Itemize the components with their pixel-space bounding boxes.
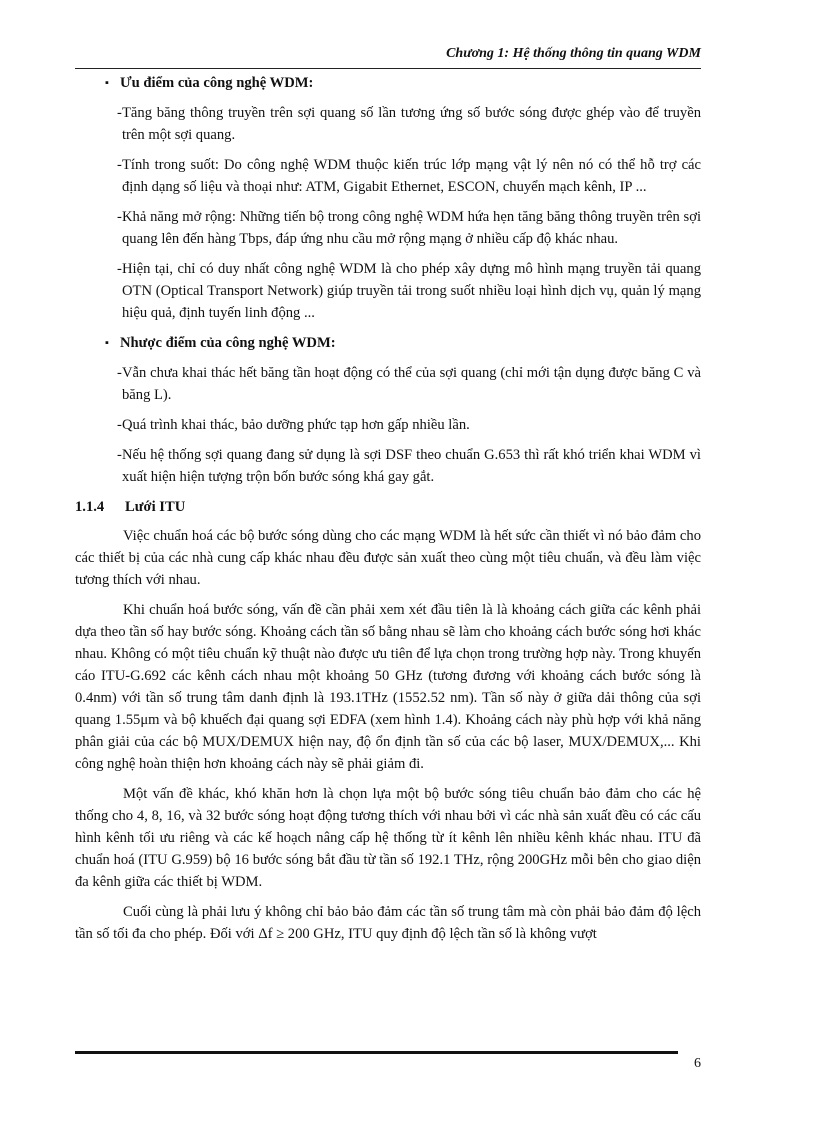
paragraph: Một vấn đề khác, khó khăn hơn là chọn lựa một bộ bước sóng tiêu chuẩn bảo đảm cho các hệ thống cho 4, 8, 16, và 32 bước sóng hoạt động tương thích với nhau bởi vì các nhà sản xuất đều có các cấu hình kênh tối ưu riêng và các kế hoạch nâng cấp hệ thống từ ít kênh lên nhiều kênh khác nhau. ITU đã chuẩn hoá (ITU G.959) bộ 16 bước sóng bắt đầu từ tần số 192.1 THz, rộng 200GHz mỗi bên cho giao diện đa kênh giữa các thiết bị WDM. (75, 786, 701, 890)
page-body (75, 72, 701, 953)
advantages-heading: ▪ Ưu điểm của công nghệ WDM: (75, 72, 701, 94)
dash-icon: - (117, 105, 122, 121)
section-number: 1.1.4 (75, 499, 105, 515)
advantage-item: - Khả năng mở rộng: Những tiến bộ trong công nghệ WDM hứa hẹn tăng băng thông truyền trên sợi quang lên đến hàng Tbps, đáp ứng nhu cầu mở rộng mạng ở nhiều cấp độ khác nhau. (75, 206, 701, 250)
section-title: Lưới ITU (125, 499, 186, 515)
disadvantage-item: - Quá trình khai thác, bảo dưỡng phức tạp hơn gấp nhiều lần. (75, 414, 701, 436)
square-bullet-icon: ▪ (105, 337, 109, 349)
footer-divider (75, 1051, 678, 1054)
disadvantage-item: - Nếu hệ thống sợi quang đang sử dụng là sợi DSF theo chuẩn G.653 thì rất khó triển khai WDM vì xuất hiện hiện tượng trộn bốn bước sóng khá gay gắt. (75, 444, 701, 488)
disadvantages-heading: ▪ Nhược điểm của công nghệ WDM: (75, 332, 701, 354)
square-bullet-icon: ▪ (105, 77, 109, 89)
dash-icon: - (117, 417, 122, 433)
section-heading (75, 496, 701, 518)
dash-icon: - (117, 261, 122, 277)
page-number: 6 (694, 1056, 701, 1071)
header-divider (75, 68, 701, 69)
chapter-header: Chương 1: Hệ thống thông tin quang WDM (446, 46, 701, 61)
dash-icon: - (117, 157, 122, 173)
paragraph: Việc chuẩn hoá các bộ bước sóng dùng cho các mạng WDM là hết sức cần thiết vì nó bảo đảm cho các thiết bị của các nhà cung cấp khác nhau đều được sản xuất theo cùng một tiêu chuẩn, và đều làm việc tương thích với nhau. (75, 528, 701, 588)
paragraph: Khi chuẩn hoá bước sóng, vấn đề cần phải xem xét đầu tiên là là khoảng cách giữa các kênh phải dựa theo tần số hay bước sóng. Khoảng cách tần số bằng nhau sẽ làm cho khoảng cách bước sóng hơi khác nhau. Không có một tiêu chuẩn kỹ thuật nào được ưu tiên để lựa chọn trong trường hợp này. Trong khuyến cáo ITU-G.692 các kênh cách nhau một khoảng 50 GHz (tương đương với khoảng cách bước sóng là 0.4nm) với tần số trung tâm danh định là 193.1THz (1552.52 nm). Tần số này ở giữa dải thông của sợi quang 1.55μm và bộ khuếch đại quang sợi EDFA (xem hình 1.4). Khoảng cách này phù hợp với khả năng phân giải của các bộ MUX/DEMUX hiện nay, độ ổn định tần số của các bộ laser, MUX/DEMUX,... Khi công nghệ hoàn thiện hơn khoảng cách này sẽ phải giảm đi. (75, 602, 701, 772)
dash-icon: - (117, 209, 122, 225)
advantage-item: - Tính trong suốt: Do công nghệ WDM thuộc kiến trúc lớp mạng vật lý nên nó có thể hỗ trợ các định dạng số liệu và thoại như: ATM, Gigabit Ethernet, ESCON, chuyển mạch kênh, IP ... (75, 154, 701, 198)
disadvantage-item: - Vẫn chưa khai thác hết băng tần hoạt động có thể của sợi quang (chỉ mới tận dụng được băng C và băng L). (75, 362, 701, 406)
dash-icon: - (117, 365, 122, 381)
advantage-item: - Tăng băng thông truyền trên sợi quang số lần tương ứng số bước sóng được ghép vào để truyền trên một sợi quang. (75, 102, 701, 146)
dash-icon: - (117, 447, 122, 463)
paragraph: Cuối cùng là phải lưu ý không chỉ bảo bảo đảm các tần số trung tâm mà còn phải bảo đảm độ lệch tần số tối đa cho phép. Đối với Δf ≥ 200 GHz, ITU quy định độ lệch tần số là không vượt (75, 904, 701, 942)
advantage-item: - Hiện tại, chỉ có duy nhất công nghệ WDM là cho phép xây dựng mô hình mạng truyền tải quang OTN (Optical Transport Network) giúp truyền tải trong suốt nhiều loại hình dịch vụ, quản lý mạng hiệu quả, định tuyến linh động ... (75, 258, 701, 324)
